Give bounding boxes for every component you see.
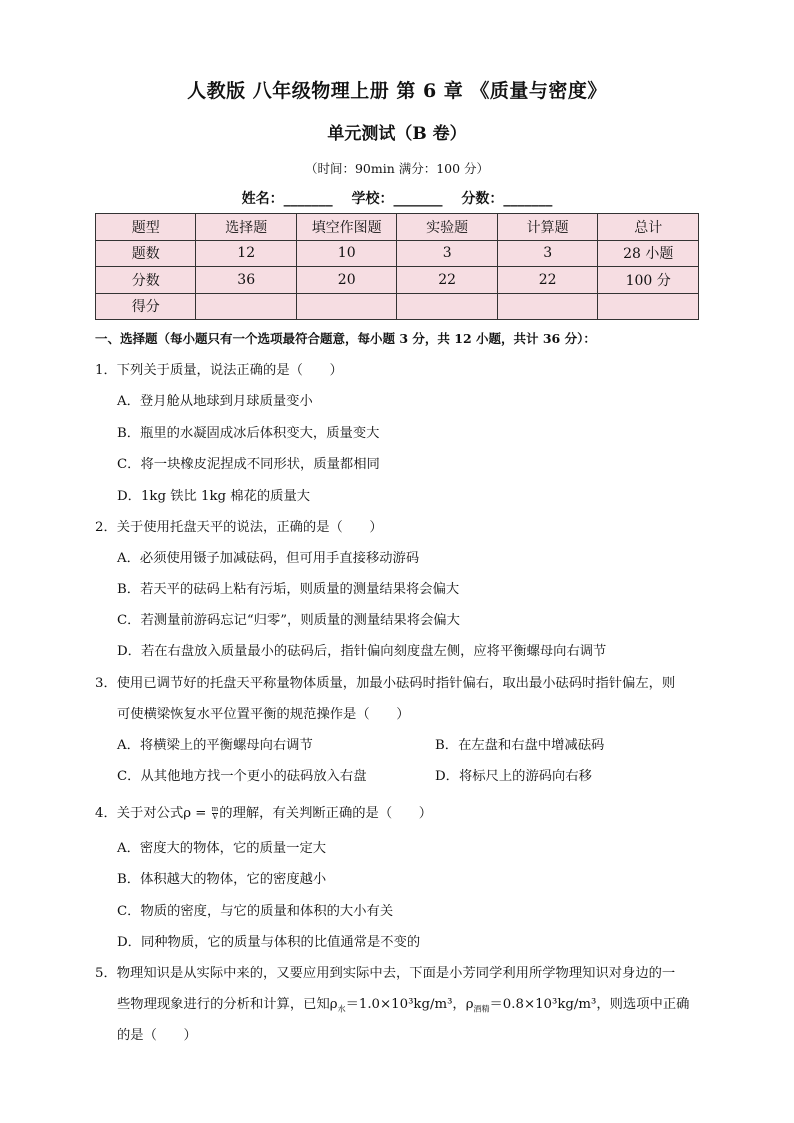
table-cell: 分数 [96, 267, 196, 294]
table-row [96, 293, 699, 320]
table-row [96, 240, 699, 267]
score-field[interactable]: 分数：_______ [461, 191, 553, 207]
time-info: （时间：90min 满分：100 分） [304, 161, 490, 176]
question-5-stem: 5．物理知识是从实际中来的，又要应用到实际中去，下面是小芳同学利用所学物理知识对身边的一 [95, 966, 676, 981]
question-1-option-a: A．登月舱从地球到月球质量变小 [117, 394, 313, 409]
table-cell: 题数 [96, 240, 196, 267]
question-4-option-d: D．同种物质，它的质量与体积的比值通常是不变的 [117, 935, 421, 950]
table-cell: 填空作图题 [296, 214, 396, 241]
table-cell: 题型 [96, 214, 196, 241]
question-2-option-c: C．若测量前游码忘记“归零”，则质量的测量结果将会偏大 [117, 613, 460, 628]
question-1-stem: 1．下列关于质量，说法正确的是（ ） [95, 363, 343, 378]
question-2-option-a: A．必须使用镊子加减砝码，但可用手直接移动游码 [117, 551, 420, 566]
score-input-cell[interactable] [296, 293, 396, 320]
table-cell: 100 分 [598, 267, 699, 294]
question-3-option-c: C．从其他地方找一个更小的砝码放入右盘 [117, 769, 367, 784]
question-3-option-b: B．在左盘和右盘中增减砝码 [435, 738, 605, 753]
question-3-stem: 3．使用已调节好的托盘天平称量物体质量，加最小砝码时指针偏右，取出最小砝码时指针偏左，则 [95, 676, 676, 691]
question-4-stem-post: 的理解，有关判断正确的是（ ） [219, 806, 433, 821]
school-field[interactable]: 学校：_______ [351, 191, 443, 207]
question-1-option-c: C．将一块橡皮泥捏成不同形状，质量都相同 [117, 457, 380, 472]
name-field[interactable]: 姓名：_______ [241, 191, 333, 207]
question-4-option-c: C．物质的密度，与它的质量和体积的大小有关 [117, 904, 394, 919]
section-title: 一、选择题（每小题只有一个选项最符合题意，每小题 3 分，共 12 小题，共计 36 分）： [95, 331, 596, 346]
table-cell: 28 小题 [598, 240, 699, 267]
table-cell: 3 [497, 240, 597, 267]
water-subscript: 水 [337, 1004, 346, 1014]
question-4-stem [95, 802, 432, 821]
student-info-line [0, 188, 794, 208]
question-2-option-b: B．若天平的砝码上粘有污垢，则质量的测量结果将会偏大 [117, 582, 460, 597]
table-cell: 22 [497, 267, 597, 294]
question-4-stem-pre: 4．关于对公式ρ = [95, 806, 211, 821]
table-cell: 36 [196, 267, 296, 294]
score-input-cell[interactable] [397, 293, 497, 320]
alcohol-subscript: 酒精 [473, 1004, 490, 1014]
score-table [95, 213, 699, 320]
question-1-option-d: D．1kg 铁比 1kg 棉花的质量大 [117, 489, 311, 504]
table-row [96, 214, 699, 241]
question-1-option-b: B．瓶里的水凝固成冰后体积变大，质量变大 [117, 426, 380, 441]
question-5-stem-end: 的是（ ） [117, 1028, 197, 1043]
table-cell: 得分 [96, 293, 196, 320]
fraction-numerator: m [211, 805, 219, 813]
question-5-stem-continued [117, 993, 689, 1015]
table-cell: 选择题 [196, 214, 296, 241]
question-2-stem: 2．关于使用托盘天平的说法，正确的是（ ） [95, 520, 383, 535]
table-cell: 计算题 [497, 214, 597, 241]
page-subtitle: 单元测试（B 卷） [327, 124, 467, 144]
question-5-stem2-post: ＝0.8×10³kg/m³，则选项中正确 [489, 997, 690, 1012]
density-formula-fraction [212, 806, 219, 821]
question-4-option-a: A．密度大的物体，它的质量一定大 [117, 841, 327, 856]
table-cell: 3 [397, 240, 497, 267]
question-3-option-d: D．将标尺上的游码向右移 [435, 769, 592, 784]
question-2-option-d: D．若在右盘放入质量最小的砝码后，指针偏向刻度盘左侧，应将平衡螺母向右调节 [117, 644, 607, 659]
table-cell: 总计 [598, 214, 699, 241]
question-5-stem2-mid: ＝1.0×10³kg/m³，ρ [345, 997, 474, 1012]
question-3-stem-continued: 可使横梁恢复水平位置平衡的规范操作是（ ） [117, 707, 410, 722]
score-input-cell[interactable] [598, 293, 699, 320]
question-3-option-a: A．将横梁上的平衡螺母向右调节 [117, 738, 313, 753]
fraction-denominator: V [212, 813, 218, 821]
question-4-option-b: B．体积越大的物体，它的密度越小 [117, 872, 327, 887]
table-row [96, 267, 699, 294]
page-title: 人教版 八年级物理上册 第 6 章 《质量与密度》 [187, 80, 607, 102]
table-cell: 20 [296, 267, 396, 294]
table-cell: 实验题 [397, 214, 497, 241]
score-input-cell[interactable] [196, 293, 296, 320]
score-input-cell[interactable] [497, 293, 597, 320]
question-5-stem2-pre: 些物理现象进行的分析和计算，已知ρ [117, 997, 338, 1012]
table-cell: 10 [296, 240, 396, 267]
table-cell: 22 [397, 267, 497, 294]
table-cell: 12 [196, 240, 296, 267]
